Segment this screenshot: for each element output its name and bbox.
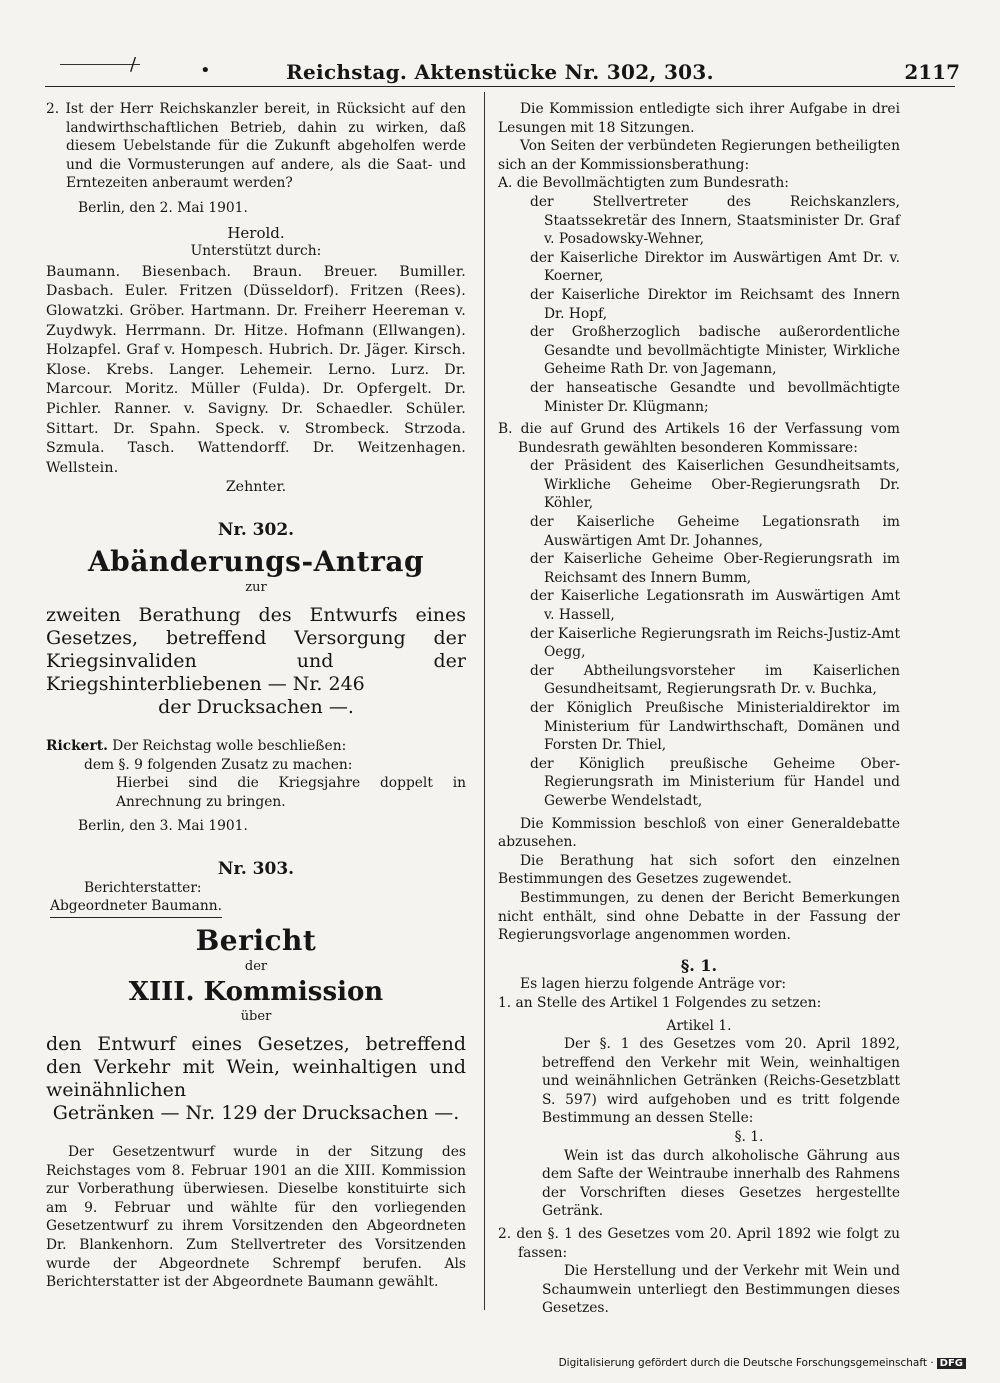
- rickert-name: Rickert.: [46, 738, 108, 755]
- right-column: [498, 100, 900, 1318]
- section-b-item: der Präsident des Kaiserlichen Gesundheitsamts, Wirkliche Geheime Ober-Regierungsrath Dr. Köhler,: [530, 458, 900, 512]
- supporters-list: Baumann. Biesenbach. Braun. Breuer. Bumiller. Dasbach. Euler. Fritzen (Düsseldorf). Fritzen (Rees). Glowatzki. Gröber. Hartmann. Dr. Freiherr Heereman v. Zuydwyk. Herrmann. Dr. Hitze. Hofmann (Ellwangen). Holzapfel. Graf v. Hompesch. Hubrich. Dr. Jäger. Kirsch. Klose. Krebs. Langer. Lehemeir. Lerno. Lurz. Dr. Marcour. Moritz. Müller (Fulda). Dr. Opfergelt. Dr. Pichler. Ranner. v. Savigny. Dr. Schaedler. Schüler. Sittart. Dr. Spahn. Speck. v. Strombeck. Strzoda. Szmula. Tasch. Wattendorff. Dr. Weitzenhagen. Wellstein.: [46, 263, 466, 476]
- page-number: 2117: [904, 60, 960, 84]
- column-divider: [484, 92, 485, 1310]
- report-title: Bericht: [195, 923, 317, 957]
- margin-dot: •: [200, 60, 211, 81]
- rapporteur-label: Berichterstatter:: [84, 879, 202, 896]
- right-para-4: Die Berathung hat sich sofort den einzelnen Bestimmungen des Gesetzes zugewendet.: [498, 852, 900, 888]
- amendment-subtitle-last: der Drucksachen —.: [158, 696, 354, 719]
- rapporteur-name-line: [46, 897, 466, 918]
- article-1-text: Der §. 1 des Gesetzes vom 20. April 1892, betreffend den Verkehr mit Wein, weinhaltigen und weinähnlichen Getränken (Reichs-Gesetzblatt S. 597) wird aufgehoben und es tritt folgende Bestimmung an dessen Stelle:: [542, 1036, 900, 1127]
- article-1-heading: Artikel 1.: [666, 1017, 732, 1034]
- report-subtitle-last: Getränken — Nr. 129 der Drucksachen —.: [52, 1102, 460, 1124]
- section-b-item: der Königlich preußische Geheime Ober-Regierungsrath im Ministerium für Handel und Gewerbe Wendelstadt,: [530, 755, 900, 809]
- ueber-label: über: [240, 1009, 272, 1025]
- page-header: [40, 54, 960, 84]
- right-para-2: Von Seiten der verbündeten Regierungen betheiligten sich an der Kommissionsberathung:: [498, 138, 900, 173]
- dfg-footer: [559, 1357, 966, 1369]
- left-column: [46, 100, 466, 1292]
- section-a-item: der Großherzoglich badische außerordentliche Gesandte und bevollmächtigte Minister, Wirkliche Geheime Rath Dr. von Jagemann,: [530, 324, 900, 378]
- header-rule: [45, 86, 955, 87]
- commission-title: XIII. Kommission: [128, 977, 384, 1008]
- date-line-2: Berlin, den 3. Mai 1901.: [78, 818, 248, 835]
- section-a-item: der hanseatische Gesandte und bevollmächtigte Minister Dr. Klügmann;: [530, 379, 900, 415]
- header-title: Reichstag. Aktenstücke Nr. 302, 303.: [286, 60, 714, 84]
- section-b-list: [498, 457, 900, 810]
- section-a-item: der Stellvertreter des Reichskanzlers, Staatssekretär des Innern, Staatsminister Dr. Graf v. Posadowsky-Wehner,: [530, 193, 900, 248]
- section-b-item: der Kaiserliche Geheime Ober-Regierungsrath im Reichsamt des Innern Bumm,: [530, 551, 900, 586]
- nr-303-heading: Nr. 303.: [217, 859, 295, 880]
- section-a-item: der Kaiserliche Direktor im Reichsamt des Innern Dr. Hopf,: [530, 286, 900, 322]
- section-b-heading: B. die auf Grund des Artikels 16 der Verfassung vom Bundesrath gewählten besonderen Kommissare:: [498, 421, 900, 456]
- date-line-1: Berlin, den 2. Mai 1901.: [78, 199, 248, 216]
- report-subtitle: den Entwurf eines Gesetzes, betreffend den Verkehr mit Wein, weinhaltigen und weinähnlichen: [46, 1033, 466, 1101]
- section-a-heading: A. die Bevollmächtigten zum Bundesrath:: [498, 175, 789, 192]
- der-label: der: [244, 958, 268, 974]
- report-body: Der Gesetzentwurf wurde in der Sitzung des Reichstages vom 8. Februar 1901 an die XIII. Kommission zur Vorberathung überwiesen. Dieselbe konstituirte sich am 9. Februar und wählte für den vorliegenden Gesetzentwurf zu ihrem Vorsitzenden den Abgeordneten Dr. Blankenhorn. Zum Stellvertreter des Vorsitzenden wurde der Abgeordnete Schrempf berufen. Als Berichterstatter ist der Abgeordnete Baumann gewählt.: [46, 1144, 466, 1291]
- section-b-item: der Kaiserliche Geheime Legationsrath im Auswärtigen Amt Dr. Johannes,: [530, 514, 900, 549]
- section-a-item: der Kaiserliche Direktor im Auswärtigen Amt Dr. v. Koerner,: [530, 249, 900, 285]
- motion-2-text: Die Herstellung und der Verkehr mit Wein und Schaumwein unterliegt den Bestimmungen dieses Gesetzes.: [542, 1263, 900, 1317]
- new-paragraph-1-text: Wein ist das durch alkoholische Gährung aus dem Safte der Weintraube innerhalb des Rahmens der Vorschriften dieses Gesetzes hergestellte Getränk.: [542, 1147, 900, 1220]
- section-b-item: der Kaiserliche Legationsrath im Auswärtigen Amt v. Hassell,: [530, 588, 900, 624]
- rickert-paragraph: dem §. 9 folgenden Zusatz zu machen:: [84, 756, 353, 773]
- section-b-item: der Abtheilungsvorsteher im Kaiserlichen Gesundheitsamt, Regierungsrath Dr. v. Buchka,: [530, 662, 900, 698]
- supported-by-label: Unterstützt durch:: [190, 243, 322, 260]
- paragraph-1-heading: §. 1.: [680, 955, 718, 975]
- section-b-item: der Königlich Preußische Ministerialdirektor im Ministerium für Landwirthschaft, Domänen und Forsten Dr. Thiel,: [530, 700, 900, 754]
- margin-mark: /: [130, 54, 137, 75]
- section-b-item: der Kaiserliche Regierungsrath im Reichs-Justiz-Amt Oegg,: [530, 625, 900, 661]
- signer-herold: Herold.: [227, 223, 285, 242]
- motion-1: 1. an Stelle des Artikel 1 Folgendes zu setzen:: [498, 994, 822, 1011]
- supporters-last: Zehnter.: [225, 479, 287, 496]
- footer-text: Digitalisierung gefördert durch die Deutsche Forschungsgemeinschaft ·: [558, 1357, 934, 1369]
- rickert-motion: [46, 737, 466, 756]
- amendment-title: Abänderungs-Antrag: [87, 545, 425, 579]
- right-para-3: Die Kommission beschloß von einer Generaldebatte abzusehen.: [498, 815, 900, 851]
- rickert-text: Der Reichstag wolle beschließen:: [112, 738, 347, 755]
- rickert-quote: Hierbei sind die Kriegsjahre doppelt in Anrechnung zu bringen.: [116, 775, 466, 810]
- dfg-logo: DFG: [937, 1358, 966, 1369]
- right-para-6: Es lagen hierzu folgende Anträge vor:: [520, 976, 787, 993]
- nr-302-heading: Nr. 302.: [217, 519, 295, 540]
- section-a-list: [498, 193, 900, 416]
- motion-2: 2. den §. 1 des Gesetzes vom 20. April 1892 wie folgt zu fassen:: [498, 1226, 900, 1261]
- right-para-5: Bestimmungen, zu denen der Bericht Bemerkungen nicht enthält, sind ohne Debatte in der Fassung der Regierungsvorlage angenommen worden.: [498, 889, 900, 944]
- right-para-1: Die Kommission entledigte sich ihrer Aufgabe in drei Lesungen mit 18 Sitzungen.: [498, 101, 900, 136]
- rapporteur-name: Abgeordneter Baumann.: [50, 897, 222, 918]
- amendment-subtitle: zweiten Berathung des Entwurfs eines Gesetzes, betreffend Versorgung der Kriegsinvaliden und der Kriegshinterbliebenen — Nr. 246: [46, 604, 466, 696]
- question-2: 2. Ist der Herr Reichskanzler bereit, in Rücksicht auf den landwirthschaftlichen Betrieb, dahin zu wirken, daß diesem Uebelstande für die Zukunft abgeholfen werde und die Vormusterungen auf andere, als die Saat- und Erntezeiten anberaumt werden?: [46, 101, 466, 192]
- zur-label: zur: [245, 580, 267, 596]
- new-paragraph-1-heading: §. 1.: [734, 1129, 764, 1146]
